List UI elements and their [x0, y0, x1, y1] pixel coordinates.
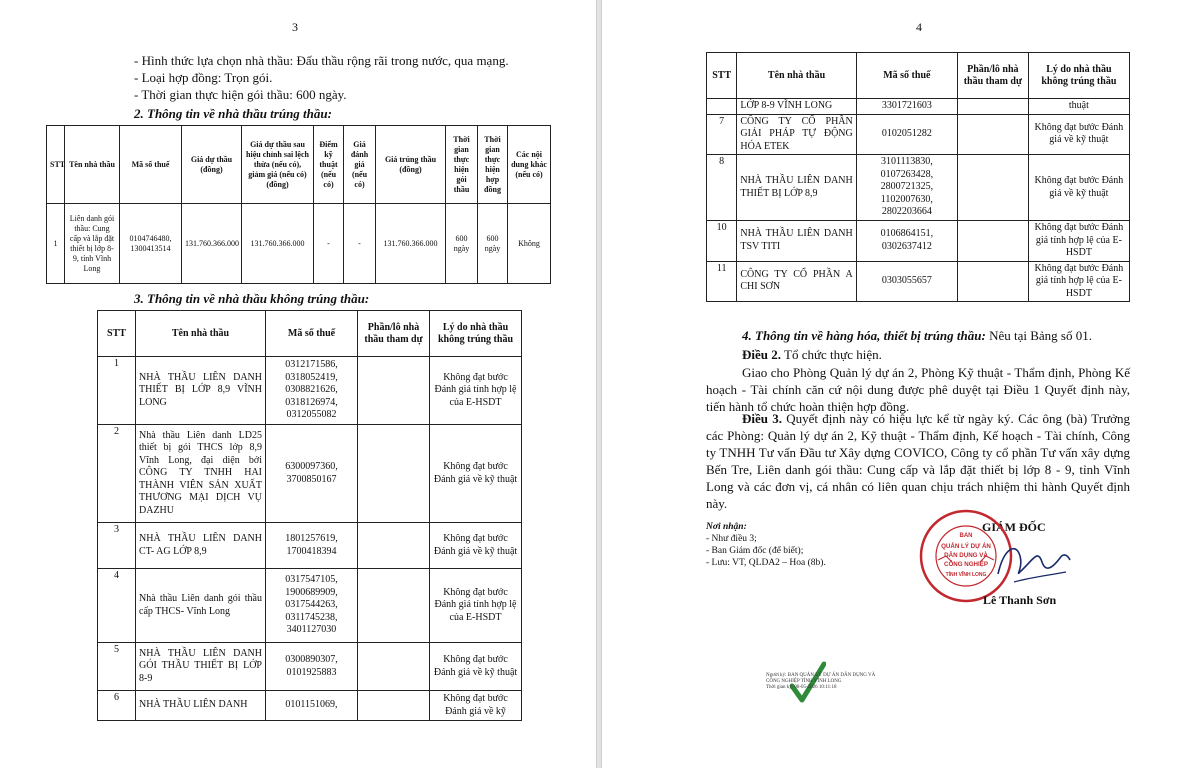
- article-2-head-text: Tổ chức thực hiện.: [781, 347, 882, 362]
- row-lot: [358, 643, 430, 691]
- col-reason: Lý do nhà thầu không trúng thầu: [430, 311, 522, 357]
- document-page-4: [601, 0, 1200, 768]
- cell: 600 ngày: [446, 204, 478, 284]
- duration-line: - Thời gian thực hiện gói thầu: 600 ngày.: [134, 87, 347, 102]
- row-stt: 3: [98, 523, 136, 569]
- row-reason: Không đạt bước Đánh giá về kỹ thuật: [1028, 114, 1129, 155]
- row-stt: 8: [707, 155, 737, 221]
- loser-header-row: [707, 53, 1130, 99]
- col-tech-score: Điểm kỹ thuật (nếu có): [314, 126, 344, 204]
- loser-table: [97, 310, 522, 721]
- row-stt: 10: [707, 221, 737, 262]
- row-name: LỚP 8-9 VĨNH LONG: [737, 99, 856, 115]
- row-tax: 0312171586, 0318052419, 0308821626, 0318126974, 0312055082: [266, 357, 358, 425]
- row-lot: [358, 425, 430, 523]
- col-eval-price: Giá đánh giá (nếu có): [344, 126, 376, 204]
- col-package-time: Thời gian thực hiện gói thầu: [446, 126, 478, 204]
- cell: 1: [47, 204, 65, 284]
- row-name: CÔNG TY CỔ PHẦN GIẢI PHÁP TỰ ĐỘNG HÓA ETEK: [737, 114, 856, 155]
- bid-info-list: [134, 52, 574, 103]
- row-reason: Không đạt bước Đánh giá về kỹ thuật: [430, 425, 522, 523]
- row-stt: 7: [707, 114, 737, 155]
- row-stt: 4: [98, 569, 136, 643]
- loser-header-row: [98, 311, 522, 357]
- row-reason: Không đạt bước Đánh giá tính hợp lệ của E-HSDT: [430, 357, 522, 425]
- row-reason: Không đạt bước Đánh giá về kỹ: [430, 691, 522, 721]
- recipients-block: [706, 521, 906, 569]
- signer-title: GIÁM ĐỐC: [982, 520, 1046, 534]
- row-reason: Không đạt bước Đánh giá tính hợp lệ của E-HSDT: [1028, 261, 1129, 302]
- recipient-line: - Ban Giám đốc (để biết);: [706, 546, 804, 556]
- col-stt: STT: [47, 126, 65, 204]
- col-reason: Lý do nhà thầu không trúng thầu: [1028, 53, 1129, 99]
- recipient-line: - Lưu: VT, QLDA2 – Hoa (8b).: [706, 558, 826, 568]
- row-tax: 0300890307, 0101925883: [266, 643, 358, 691]
- row-tax: 3101113830, 0107263428, 2800721325, 1102007630, 2802203664: [856, 155, 957, 221]
- cell: 0104746480, 1300413514: [120, 204, 182, 284]
- cell: 131.760.366.000: [242, 204, 314, 284]
- row-lot: [957, 155, 1028, 221]
- esign-line: CÔNG NGHIỆP TỈNH VĨNH LONG: [766, 679, 842, 684]
- row-tax: 6300097360, 3700850167: [266, 425, 358, 523]
- row-reason: Không đạt bước Đánh giá về kỹ thuật: [430, 523, 522, 569]
- row-stt: [707, 99, 737, 115]
- cell: -: [314, 204, 344, 284]
- bid-method-line: - Hình thức lựa chọn nhà thầu: Đấu thầu rộng rãi trong nước, qua mạng.: [134, 53, 509, 68]
- col-tax: Mã số thuế: [266, 311, 358, 357]
- stamp-text: BAN: [959, 533, 973, 539]
- row-stt: 11: [707, 261, 737, 302]
- col-name: Tên nhà thầu: [136, 311, 266, 357]
- handwritten-signature-icon: [994, 538, 1074, 588]
- row-name: Nhà thầu Liên danh LD25 thiết bị gói THCS lớp 8,9 Vĩnh Long, đại diện bởi CÔNG TY TNHH HAI THÀNH VIÊN SẢN XUẤT THƯƠNG MẠI DỊCH VỤ DAZHU: [136, 425, 266, 523]
- row-tax: 0317547105, 1900689909, 0317544263, 0311745238, 3401127030: [266, 569, 358, 643]
- section-3-title: 3. Thông tin về nhà thầu không trúng thầu:: [134, 291, 370, 306]
- row-stt: 5: [98, 643, 136, 691]
- page-number: 3: [292, 20, 298, 34]
- section-2-title: 2. Thông tin về nhà thầu trúng thầu:: [134, 106, 332, 121]
- row-lot: [358, 691, 430, 721]
- stamp-text: DÂN DỤNG VÀ: [944, 552, 988, 559]
- cell: Liên danh gói thầu: Cung cấp và lắp đặt thiết bị lớp 8- 9, tỉnh Vĩnh Long: [65, 204, 120, 284]
- col-winning-price: Giá trúng thầu (đồng): [376, 126, 446, 204]
- winner-header-row: [47, 126, 551, 204]
- col-bid-price: Giá dự thầu (đồng): [182, 126, 242, 204]
- loser-table-body: [98, 357, 522, 721]
- row-tax: 3301721603: [856, 99, 957, 115]
- section-4-title: 4. Thông tin về hàng hóa, thiết bị trúng thầu:: [742, 328, 986, 343]
- contract-type-line: - Loại hợp đồng: Trọn gói.: [134, 70, 273, 85]
- row-lot: [358, 357, 430, 425]
- table-row: [707, 114, 1130, 155]
- row-lot: [957, 221, 1028, 262]
- table-row: [98, 357, 522, 425]
- loser-table-continued: [706, 52, 1130, 302]
- row-reason: Không đạt bước Đánh giá tính hợp lệ của E-HSDT: [1028, 221, 1129, 262]
- table-row: [98, 691, 522, 721]
- table-row: [707, 99, 1130, 115]
- col-lot: Phần/lô nhà thầu tham dự: [358, 311, 430, 357]
- table-row: [707, 221, 1130, 262]
- row-name: NHÀ THẦU LIÊN DANH: [136, 691, 266, 721]
- cell: -: [344, 204, 376, 284]
- stamp-text: TỈNH VĨNH LONG: [945, 572, 987, 578]
- col-contract-time: Thời gian thực hiện hợp đồng: [478, 126, 508, 204]
- table-row: [707, 261, 1130, 302]
- recipient-line: - Như điều 3;: [706, 534, 757, 544]
- digital-signature-info: [766, 673, 916, 691]
- cell: 131.760.366.000: [182, 204, 242, 284]
- col-name: Tên nhà thầu: [737, 53, 856, 99]
- col-stt: STT: [98, 311, 136, 357]
- row-name: NHÀ THẦU LIÊN DANH THIẾT BỊ LỚP 8,9: [737, 155, 856, 221]
- cell: Không: [508, 204, 551, 284]
- row-tax: 0106864151, 0302637412: [856, 221, 957, 262]
- row-reason: Không đạt bước Đánh giá về kỹ thuật: [1028, 155, 1129, 221]
- col-adjusted-price: Giá dự thầu sau hiệu chỉnh sai lệch thừa (nếu có), giảm giá (nếu có) (đồng): [242, 126, 314, 204]
- row-tax: 0102051282: [856, 114, 957, 155]
- table-row: [98, 569, 522, 643]
- winner-table: [46, 125, 551, 284]
- row-name: Nhà thầu Liên danh gói thầu cấp THCS- Vĩnh Long: [136, 569, 266, 643]
- row-lot: [957, 99, 1028, 115]
- section-4: [742, 327, 1130, 344]
- row-name: CÔNG TY CỔ PHẦN A CHI SƠN: [737, 261, 856, 302]
- esign-line: Người ký: BAN QUẢN LÝ DỰ ÁN DÂN DỤNG VÀ: [766, 673, 876, 678]
- row-stt: 2: [98, 425, 136, 523]
- row-lot: [358, 523, 430, 569]
- page-number: 4: [916, 20, 922, 34]
- row-tax: 1801257619, 1700418394: [266, 523, 358, 569]
- esign-line: Thời gian ký: 08-05-2026 10:11:18: [766, 685, 837, 690]
- loser-table-body: [707, 99, 1130, 302]
- signer-name: Lê Thanh Sơn: [983, 593, 1057, 607]
- row-reason: Không đạt bước Đánh giá tính hợp lệ của E-HSDT: [430, 569, 522, 643]
- table-row: [98, 425, 522, 523]
- article-3: [706, 410, 1130, 512]
- row-name: NHÀ THẦU LIÊN DANH THIẾT BỊ LỚP 8,9 VĨNH LONG: [136, 357, 266, 425]
- row-tax: 0101151069,: [266, 691, 358, 721]
- row-lot: [358, 569, 430, 643]
- row-lot: [957, 114, 1028, 155]
- winner-row: [47, 204, 551, 284]
- row-stt: 6: [98, 691, 136, 721]
- cell: 131.760.366.000: [376, 204, 446, 284]
- table-row: [98, 643, 522, 691]
- row-tax: 0303055657: [856, 261, 957, 302]
- col-name: Tên nhà thầu: [65, 126, 120, 204]
- article-2-heading: [742, 346, 1130, 363]
- row-stt: 1: [98, 357, 136, 425]
- row-reason: thuật: [1028, 99, 1129, 115]
- row-reason: Không đạt bước Đánh giá về kỹ thuật: [430, 643, 522, 691]
- table-row: [707, 155, 1130, 221]
- stamp-text: CÔNG NGHIỆP: [943, 561, 989, 568]
- article-3-label: Điều 3.: [742, 411, 783, 426]
- cell: 600 ngày: [478, 204, 508, 284]
- article-3-body: Quyết định này có hiệu lực kể từ ngày ký. Các ông (bà) Trưởng các Phòng: Quản lý dự án 2, Kỹ thuật - Thẩm định, Kế hoạch - Tài chính, Công ty TNHH Tư vấn Đầu tư Xây dựng COVICO, Công ty cổ phần Tư vấn xây dựng Bến Tre, Liên danh gói thầu: Cung cấp và lắp đặt thiết bị lớp 8 - 9, tỉnh Vĩnh Long và các đơn vị, cá nhân có liên quan chịu trách nhiệm thi hành Quyết định này.: [706, 411, 1130, 511]
- col-tax: Mã số thuế: [856, 53, 957, 99]
- col-stt: STT: [707, 53, 737, 99]
- table-row: [98, 523, 522, 569]
- article-2-label: Điều 2.: [742, 347, 781, 362]
- stamp-text: QUẢN LÝ DỰ ÁN: [941, 543, 991, 550]
- col-tax: Mã số thuế: [120, 126, 182, 204]
- row-name: NHÀ THẦU LIÊN DANH CT- AG LỚP 8,9: [136, 523, 266, 569]
- article-2-body: Giao cho Phòng Quản lý dự án 2, Phòng Kỹ thuật - Thẩm định, Phòng Kế hoạch - Tài chính căn cứ nội dung được phê duyệt tại Điều 1 Quyết định này, tiến hành tổ chức hoàn thiện hợp đồng.: [706, 365, 1130, 414]
- recipients-title: Nơi nhận:: [706, 522, 747, 532]
- col-lot: Phần/lô nhà thầu tham dự: [957, 53, 1028, 99]
- document-page-3: [0, 0, 597, 768]
- col-other: Các nội dung khác (nếu có): [508, 126, 551, 204]
- row-name: NHÀ THẦU LIÊN DANH TSV TITI: [737, 221, 856, 262]
- row-lot: [957, 261, 1028, 302]
- row-name: NHÀ THẦU LIÊN DANH GÓI THẦU THIẾT BỊ LỚP 8-9: [136, 643, 266, 691]
- section-4-text: Nêu tại Bảng số 01.: [985, 328, 1092, 343]
